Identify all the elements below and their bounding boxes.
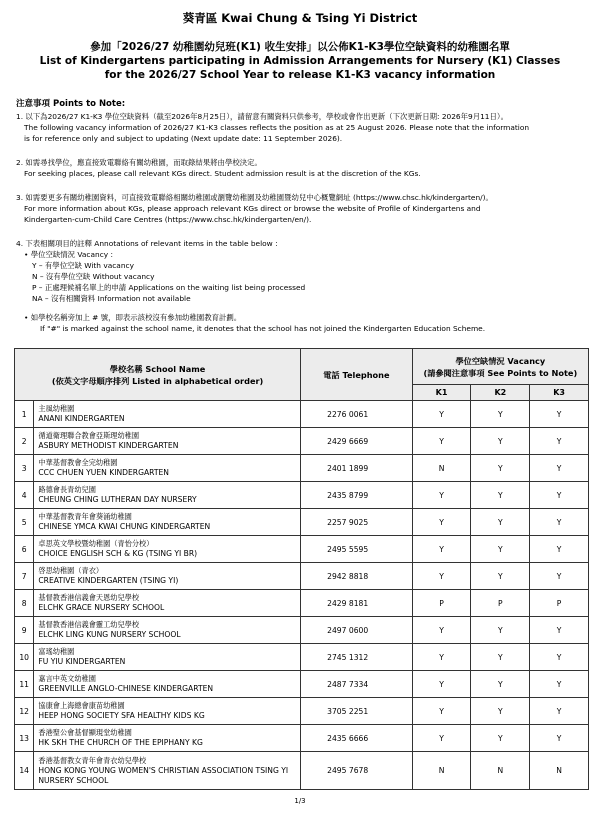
school-name-cell [34, 401, 301, 428]
school-name-en: GREENVILLE ANGLO-CHINESE KINDERGARTEN [38, 684, 214, 693]
k1-vacancy-cell: Y [412, 617, 471, 644]
school-name-en: CREATIVE KINDERGARTEN (TSING YI) [38, 576, 179, 585]
k3-vacancy-cell: Y [530, 671, 589, 698]
k3-vacancy-cell: Y [530, 725, 589, 752]
school-name-zh: 循道衛理聯合教會亞斯理幼稚園 [38, 431, 140, 440]
telephone-cell: 2745 1312 [301, 644, 413, 671]
k3-vacancy-cell: Y [530, 617, 589, 644]
telephone-header: 電話 Telephone [301, 349, 413, 401]
kindergarten-table [14, 348, 589, 790]
school-name-en: CCC CHUEN YUEN KINDERGARTEN [38, 468, 169, 477]
k2-vacancy-cell: Y [471, 671, 530, 698]
school-name-header [15, 349, 301, 401]
school-name-cell [34, 698, 301, 725]
k2-vacancy-cell: Y [471, 455, 530, 482]
school-name-header-sub: (依英文字母順序排列 Listed in alphabetical order) [51, 375, 264, 386]
table-row [15, 671, 589, 698]
note-1 [16, 111, 588, 144]
row-number: 1 [15, 401, 34, 428]
school-name-zh: 基督教香港信義會靈工幼兒學校 [38, 620, 140, 629]
row-number: 12 [15, 698, 34, 725]
k2-vacancy-cell: Y [471, 563, 530, 590]
row-number: 13 [15, 725, 34, 752]
school-name-zh: 主風幼稚園 [38, 404, 75, 413]
title-line-1: 參加「2026/27 幼稚園幼兒班(K1) 收生安排」以公佈K1-K3學位空缺資料的幼稚園名單 [90, 41, 510, 53]
school-name-en: ANANI KINDERGARTEN [38, 414, 125, 423]
row-number: 8 [15, 590, 34, 617]
document-title [0, 40, 600, 82]
k2-vacancy-cell: Y [471, 536, 530, 563]
table-row [15, 482, 589, 509]
table-row [15, 590, 589, 617]
k3-vacancy-cell: Y [530, 644, 589, 671]
school-name-cell [34, 536, 301, 563]
school-name-en: HEEP HONG SOCIETY SFA HEALTHY KIDS KG [38, 711, 205, 720]
k3-vacancy-cell: P [530, 590, 589, 617]
school-name-zh: 香港基督教女青年會青衣幼兒學校 [38, 755, 147, 765]
telephone-cell: 2487 7334 [301, 671, 413, 698]
note-3-line-1: 3. 如需要更多有關幼稚園資料，可直接致電聯絡相關幼稚園或瀏覽幼稚園及幼稚園暨幼兒中心概覽網址 (https://www.chsc.hk/kindergarten/)。 [16, 193, 493, 202]
k1-vacancy-cell: Y [412, 536, 471, 563]
row-number: 14 [15, 752, 34, 790]
telephone-cell: 2495 7678 [301, 752, 413, 790]
k1-vacancy-cell: P [412, 590, 471, 617]
vacancy-label: • 學位空缺情況 Vacancy : [24, 250, 113, 259]
code-na: NA – 沒有相關資料 Information not available [32, 294, 191, 303]
k3-vacancy-cell: Y [530, 455, 589, 482]
school-name-zh: 富瑤幼稚園 [38, 647, 75, 656]
k2-vacancy-cell: Y [471, 428, 530, 455]
school-name-zh: 嘉言中英文幼稚園 [38, 674, 96, 683]
telephone-cell: 2497 0600 [301, 617, 413, 644]
telephone-cell: 2942 8818 [301, 563, 413, 590]
hash-note-zh: • 如學校名稱旁加上 # 號，即表示該校沒有參加幼稚園教育計劃。 [24, 313, 242, 322]
k1-vacancy-cell: Y [412, 671, 471, 698]
k1-vacancy-cell: Y [412, 482, 471, 509]
note-2 [16, 157, 588, 179]
vacancy-header-label: 學位空缺情況 Vacancy [455, 355, 546, 366]
k2-vacancy-cell: Y [471, 644, 530, 671]
school-name-zh: 啓思幼稚園（青衣） [38, 566, 104, 575]
row-number: 10 [15, 644, 34, 671]
telephone-cell: 3705 2251 [301, 698, 413, 725]
school-name-en: ASBURY METHODIST KINDERGARTEN [38, 441, 179, 450]
k1-vacancy-cell: Y [412, 401, 471, 428]
telephone-cell: 2495 5595 [301, 536, 413, 563]
school-name-zh: 路德會長青幼兒園 [38, 485, 96, 494]
table-row [15, 401, 589, 428]
table-row [15, 617, 589, 644]
title-line-3: for the 2026/27 School Year to release K1-K3 vacancy information [104, 69, 496, 81]
k1-vacancy-cell: N [412, 752, 471, 790]
table-row [15, 455, 589, 482]
school-name-cell [34, 482, 301, 509]
row-number: 5 [15, 509, 34, 536]
k1-vacancy-cell: Y [412, 725, 471, 752]
telephone-cell: 2276 0061 [301, 401, 413, 428]
k2-vacancy-cell: Y [471, 725, 530, 752]
school-name-cell [34, 590, 301, 617]
telephone-cell: 2257 9025 [301, 509, 413, 536]
school-name-en: ELCHK GRACE NURSERY SCHOOL [38, 603, 165, 612]
code-y: Y – 有學位空缺 With vacancy [32, 261, 134, 270]
note-1-line-2: The following vacancy information of 2026/27 K1-K3 classes reflects the position as at 25 August 2026. Please note that the information [24, 123, 530, 132]
row-number: 6 [15, 536, 34, 563]
school-name-cell [34, 428, 301, 455]
school-name-cell [34, 752, 301, 790]
telephone-cell: 2429 6669 [301, 428, 413, 455]
school-name-zh: 協康會上海總會康苗幼稚園 [38, 701, 125, 710]
school-name-cell [34, 455, 301, 482]
school-name-en-continued: NURSERY SCHOOL [38, 775, 109, 785]
telephone-cell: 2435 8799 [301, 482, 413, 509]
row-number: 3 [15, 455, 34, 482]
telephone-cell: 2401 1899 [301, 455, 413, 482]
school-name-cell [34, 725, 301, 752]
k1-vacancy-cell: Y [412, 563, 471, 590]
vacancy-header [412, 349, 588, 385]
k2-vacancy-cell: Y [471, 482, 530, 509]
table-row [15, 698, 589, 725]
k3-vacancy-cell: Y [530, 401, 589, 428]
school-name-zh: 基督教香港信義會天恩幼兒學校 [38, 593, 140, 602]
note-1-line-1: 1. 以下為2026/27 K1-K3 學位空缺資料（截至2026年8月25日），請留意有關資料只供參考，學校或會作出更新（下次更新日期: 2026年9月11日）。 [16, 112, 508, 121]
school-name-zh: 中華基督教會全完幼稚園 [38, 458, 118, 467]
k2-vacancy-cell: Y [471, 617, 530, 644]
k1-vacancy-cell: Y [412, 698, 471, 725]
school-name-en: FU YIU KINDERGARTEN [38, 657, 126, 666]
school-name-en: ELCHK LING KUNG NURSERY SCHOOL [38, 630, 181, 639]
k3-vacancy-cell: Y [530, 536, 589, 563]
row-number: 11 [15, 671, 34, 698]
k3-vacancy-cell: Y [530, 563, 589, 590]
table-row [15, 563, 589, 590]
k3-vacancy-cell: N [530, 752, 589, 790]
k2-vacancy-cell: P [471, 590, 530, 617]
table-row [15, 509, 589, 536]
k1-vacancy-cell: N [412, 455, 471, 482]
row-number: 9 [15, 617, 34, 644]
school-name-en: CHINESE YMCA KWAI CHUNG KINDERGARTEN [38, 522, 211, 531]
k2-vacancy-cell: Y [471, 698, 530, 725]
school-name-en: CHOICE ENGLISH SCH & KG (TSING YI BR) [38, 549, 198, 558]
k1-vacancy-cell: Y [412, 509, 471, 536]
table-row [15, 536, 589, 563]
table-row [15, 725, 589, 752]
code-p: P – 正處理候補名單上的申請 Applications on the waiting list being processed [32, 283, 306, 292]
k3-vacancy-cell: Y [530, 428, 589, 455]
k3-vacancy-cell: Y [530, 482, 589, 509]
school-name-en: HONG KONG YOUNG WOMEN'S CHRISTIAN ASSOCIATION TSING YI [38, 765, 289, 775]
k3-vacancy-cell: Y [530, 509, 589, 536]
code-n: N – 沒有學位空缺 Without vacancy [32, 272, 155, 281]
k3-vacancy-cell: Y [530, 698, 589, 725]
k2-header: K2 [471, 385, 530, 401]
note-4 [16, 238, 588, 334]
k2-vacancy-cell: Y [471, 401, 530, 428]
school-name-cell [34, 644, 301, 671]
row-number: 2 [15, 428, 34, 455]
school-name-en: HK SKH THE CHURCH OF THE EPIPHANY KG [38, 738, 203, 747]
row-number: 4 [15, 482, 34, 509]
note-3 [16, 192, 588, 225]
hash-note-en: If "#" is marked against the school name, it denotes that the school has not joined the Kindergarten Education Scheme. [40, 324, 486, 333]
school-name-zh: 中華基督教青年會葵涌幼稚園 [38, 512, 132, 521]
school-name-en: CHEUNG CHING LUTHERAN DAY NURSERY [38, 495, 197, 504]
k3-header: K3 [530, 385, 589, 401]
table-row [15, 644, 589, 671]
title-line-2: List of Kindergartens participating in Admission Arrangements for Nursery (K1) Classes [39, 55, 561, 67]
district-title: 葵青區 Kwai Chung & Tsing Yi District [182, 11, 418, 25]
telephone-cell: 2435 6666 [301, 725, 413, 752]
table-row [15, 428, 589, 455]
table-row [15, 752, 589, 790]
k2-vacancy-cell: N [471, 752, 530, 790]
vacancy-header-sub: (請參閱注意事項 See Points to Note) [423, 367, 578, 378]
school-name-header-label: 學校名稱 School Name [109, 363, 206, 374]
k2-vacancy-cell: Y [471, 509, 530, 536]
school-name-cell [34, 509, 301, 536]
school-name-cell [34, 563, 301, 590]
note-2-line-1: 2. 如需尋找學位，應直接致電聯絡有關幼稚園，而取錄結果將由學校決定。 [16, 158, 262, 167]
school-name-zh: 卓思英文學校暨幼稚園（青怡分校） [38, 539, 154, 548]
page-number: 1/3 [294, 797, 306, 805]
k1-vacancy-cell: Y [412, 644, 471, 671]
k1-header: K1 [412, 385, 471, 401]
school-name-cell [34, 617, 301, 644]
telephone-cell: 2429 8181 [301, 590, 413, 617]
note-3-line-2: For more information about KGs, please approach relevant KGs direct or browse the website of Profile of Kindergartens and [24, 204, 481, 213]
note-4-intro: 4. 下表相關項目的註釋 Annotations of relevant items in the table below : [16, 239, 278, 248]
k1-vacancy-cell: Y [412, 428, 471, 455]
notes-heading: 注意事項 Points to Note: [16, 99, 126, 109]
note-2-line-2: For seeking places, please call relevant KGs direct. Student admission result is at the discretion of the KGs. [24, 169, 421, 178]
note-1-line-3: is for reference only and subject to updating (Next update date: 11 September 2026). [24, 134, 343, 143]
note-3-line-3: Kindergarten-cum-Child Care Centres (https://www.chsc.hk/kindergarten/en/). [24, 215, 312, 224]
school-name-cell [34, 671, 301, 698]
row-number: 7 [15, 563, 34, 590]
school-name-zh: 香港聖公會基督顯現堂幼稚園 [38, 728, 132, 737]
